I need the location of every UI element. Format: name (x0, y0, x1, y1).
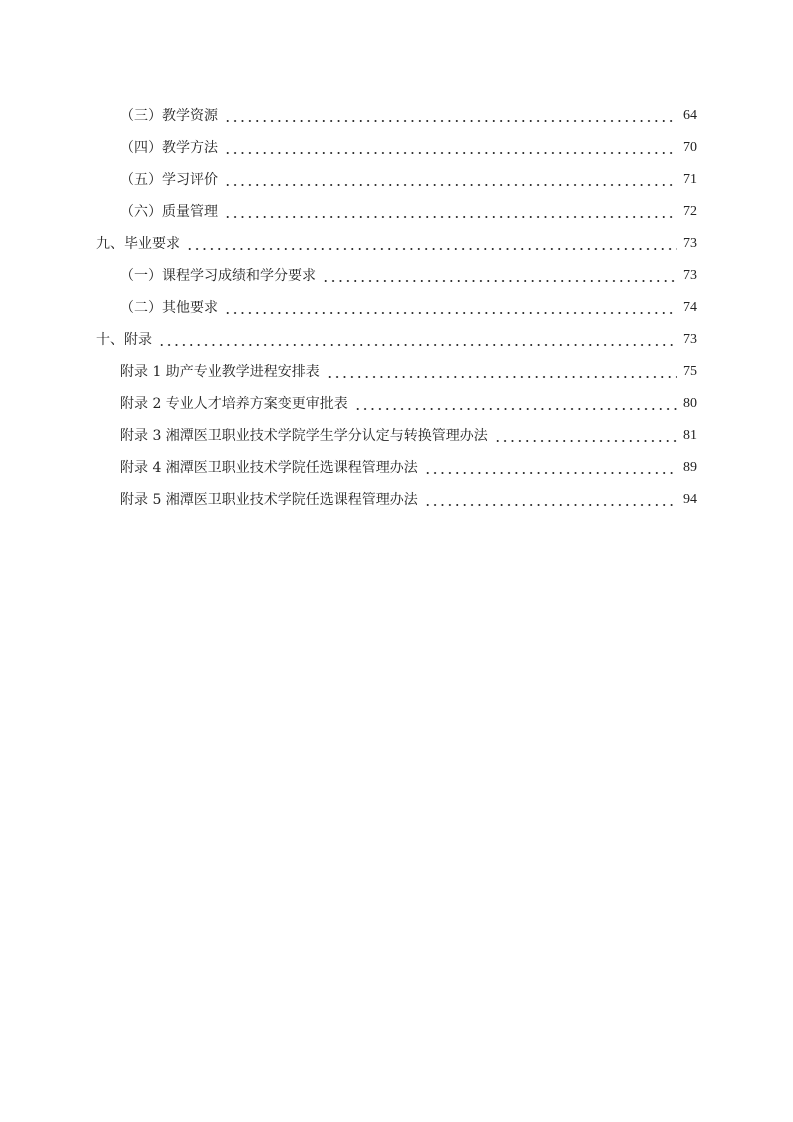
dot-leader (158, 330, 677, 350)
toc-entry-appendix-1[interactable] (120, 362, 697, 382)
toc-page-number: 73 (683, 236, 697, 251)
dot-leader (354, 394, 677, 414)
toc-entry-title: （六）质量管理 (120, 204, 218, 220)
toc-entry-quality-management[interactable] (120, 202, 697, 222)
toc-entry-appendix-4[interactable] (120, 458, 697, 478)
toc-page-number: 72 (683, 204, 697, 219)
dot-leader (424, 458, 677, 478)
toc-entry-title: 十、附录 (96, 332, 152, 348)
toc-page-number: 81 (683, 428, 697, 443)
toc-entry-other-requirements[interactable] (120, 298, 697, 318)
toc-entry-title: （三）教学资源 (120, 108, 218, 124)
dot-leader (224, 170, 677, 190)
toc-page-number: 71 (683, 172, 697, 187)
dot-leader (326, 362, 677, 382)
toc-entry-appendix[interactable] (96, 330, 697, 350)
toc-entry-title: （五）学习评价 (120, 172, 218, 188)
toc-page-number: 94 (683, 492, 697, 507)
toc-entry-teaching-methods[interactable] (120, 138, 697, 158)
toc-entry-course-credit-requirements[interactable] (120, 266, 697, 286)
toc-page-number: 74 (683, 300, 697, 315)
toc-page-number: 73 (683, 332, 697, 347)
toc-entry-appendix-3[interactable] (120, 426, 697, 446)
dot-leader (424, 490, 677, 510)
toc-page-number: 89 (683, 460, 697, 475)
toc-page-number: 64 (683, 108, 697, 123)
dot-leader (322, 266, 677, 286)
toc-entry-title: 附录 1 助产专业教学进程安排表 (120, 364, 320, 380)
toc-entry-teaching-resources[interactable] (120, 106, 697, 126)
dot-leader (224, 298, 677, 318)
toc-entry-title: 附录 5 湘潭医卫职业技术学院任选课程管理办法 (120, 492, 418, 508)
toc-entry-title: （二）其他要求 (120, 300, 218, 316)
toc-entry-title: 附录 4 湘潭医卫职业技术学院任选课程管理办法 (120, 460, 418, 476)
toc-entry-appendix-2[interactable] (120, 394, 697, 414)
dot-leader (224, 106, 677, 126)
toc-entry-title: （四）教学方法 (120, 140, 218, 156)
toc-entry-title: （一）课程学习成绩和学分要求 (120, 268, 316, 284)
toc-page-number: 75 (683, 364, 697, 379)
toc-entry-title: 九、毕业要求 (96, 236, 180, 252)
toc-entry-learning-evaluation[interactable] (120, 170, 697, 190)
toc-page-number: 70 (683, 140, 697, 155)
dot-leader (224, 202, 677, 222)
toc-entry-appendix-5[interactable] (120, 490, 697, 510)
toc-entry-title: 附录 2 专业人才培养方案变更审批表 (120, 396, 348, 412)
toc-page-number: 80 (683, 396, 697, 411)
toc-entry-title: 附录 3 湘潭医卫职业技术学院学生学分认定与转换管理办法 (120, 428, 488, 444)
toc-entry-graduation-requirements[interactable] (96, 234, 697, 254)
dot-leader (224, 138, 677, 158)
dot-leader (494, 426, 677, 446)
dot-leader (186, 234, 677, 254)
toc-page-number: 73 (683, 268, 697, 283)
